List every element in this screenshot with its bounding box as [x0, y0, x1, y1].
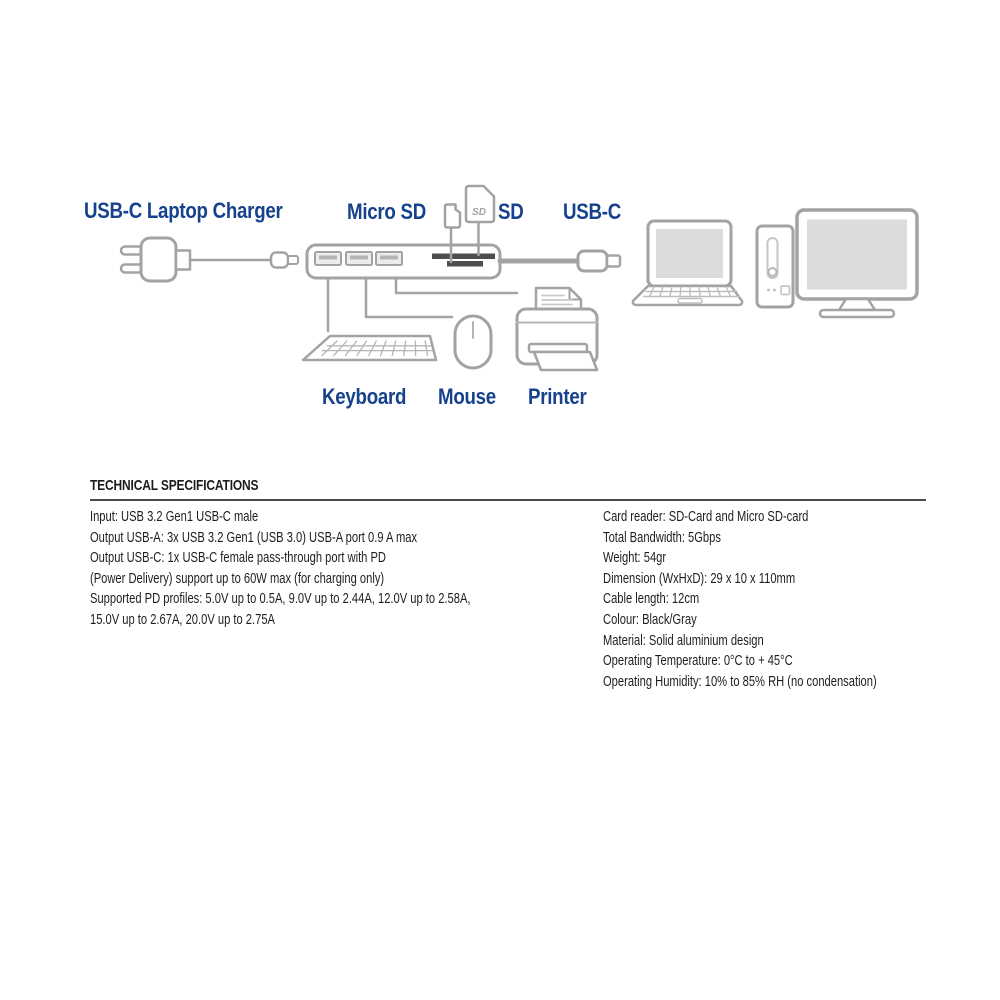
usb-c-connector-icon: [578, 251, 620, 271]
monitor-icon: [797, 210, 917, 317]
mouse-cable: [366, 278, 452, 317]
micro-sd-slot: [447, 261, 483, 267]
spec-line-bandwidth: Total Bandwidth: 5Gbps: [603, 529, 721, 546]
spec-line-cable-length: Cable length: 12cm: [603, 591, 700, 608]
spec-line-op-humidity: Operating Humidity: 10% to 85% RH (no condensation): [603, 673, 877, 690]
keyboard-icon: [303, 336, 436, 360]
spec-line-weight: Weight: 54gr: [603, 550, 667, 567]
specs-right-column: [603, 507, 958, 692]
spec-line-pd-profiles-2: 15.0V up to 2.67A, 20.0V up to 2.75A: [90, 611, 275, 628]
usb-a-port-1: [315, 252, 341, 265]
technical-specifications-section: [90, 477, 926, 692]
diagram-svg: [0, 0, 1000, 460]
mouse-label: Mouse: [438, 384, 496, 409]
usb-a-port-2: [346, 252, 372, 265]
spec-line-pd-profiles: Supported PD profiles: 5.0V up to 0.5A, 9.0V up to 2.44A, 12.0V up to 2.58A,: [90, 591, 471, 608]
specs-divider: [90, 499, 926, 501]
sd-card-icon: [466, 186, 494, 222]
usb-c-label: USB-C: [563, 199, 621, 224]
micro-sd-card-icon: [445, 205, 460, 228]
spec-line-material: Material: Solid aluminium design: [603, 632, 764, 649]
spec-line-power-delivery: (Power Delivery) support up to 60W max (for charging only): [90, 570, 385, 587]
printer-cable: [396, 278, 517, 293]
mouse-icon: [455, 316, 491, 368]
charger-label: USB-C Laptop Charger: [84, 198, 283, 223]
spec-line-output-usb-c: Output USB-C: 1x USB-C female pass-through port with PD: [90, 550, 386, 567]
desktop-tower-icon: [757, 226, 793, 307]
sd-card-logo-text: SD: [472, 207, 486, 218]
specs-heading: TECHNICAL SPECIFICATIONS: [90, 477, 259, 494]
spec-line-input: Input: USB 3.2 Gen1 USB-C male: [90, 509, 259, 525]
usb-c-plug-icon: [271, 253, 298, 268]
printer-icon: [517, 288, 597, 370]
printer-label: Printer: [528, 384, 587, 409]
spec-line-colour: Colour: Black/Gray: [603, 611, 697, 628]
usb-a-port-3: [376, 252, 402, 265]
sd-label: SD: [498, 199, 524, 224]
laptop-icon: [633, 221, 742, 305]
wall-charger-icon: [121, 238, 190, 281]
sd-slot: [432, 254, 495, 260]
spec-line-card-reader: Card reader: SD-Card and Micro SD-card: [603, 509, 809, 525]
spec-line-output-usb-a: Output USB-A: 3x USB 3.2 Gen1 (USB 3.0) USB-A port 0.9 A max: [90, 529, 418, 546]
specs-columns: [90, 507, 926, 692]
spec-line-dimension: Dimension (WxHxD): 29 x 10 x 110mm: [603, 570, 796, 587]
specs-left-column: [90, 507, 603, 692]
keyboard-label: Keyboard: [322, 384, 407, 409]
spec-line-op-temperature: Operating Temperature: 0°C to + 45°C: [603, 653, 793, 670]
micro-sd-label: Micro SD: [347, 199, 427, 224]
usb-hub-icon: [307, 245, 500, 278]
